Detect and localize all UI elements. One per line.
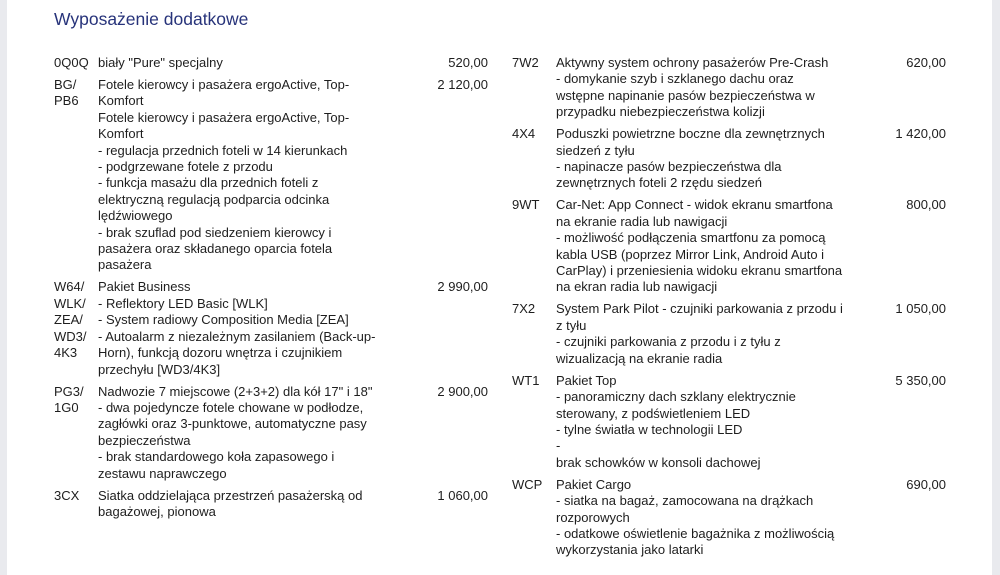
option-description-line: na ekran radia lub nawigacji — [556, 279, 718, 295]
option-code-line: 7X2 — [512, 301, 536, 317]
equipment-item — [54, 77, 488, 274]
option-code-line: BG/ — [54, 77, 77, 92]
option-description-line: - czujniki parkowania z przodu i z tyłu z — [556, 334, 781, 350]
option-description-line: - System radiowy Composition Media [ZEA] — [98, 312, 349, 328]
option-description-line: zestawu naprawczego — [98, 465, 227, 481]
option-code — [512, 197, 556, 295]
option-description-line: - Reflektory LED Basic [WLK] — [98, 295, 268, 311]
option-description-line: Siatka oddzielająca przestrzeń pasażerską od — [98, 487, 363, 503]
option-code — [54, 55, 98, 71]
option-code — [54, 488, 98, 521]
option-code — [512, 55, 556, 121]
option-description-line: - — [556, 438, 561, 454]
option-description — [556, 55, 856, 121]
option-description-line: Poduszki powietrzne boczne dla zewnętrznych — [556, 126, 825, 142]
option-description-line: elektryczną regulacją podparcia odcinka — [98, 191, 330, 207]
option-description-line: - napinacze pasów bezpieczeństwa dla — [556, 159, 782, 175]
option-code — [512, 301, 556, 367]
option-description-line: Car-Net: App Connect - widok ekranu smartfona — [556, 197, 833, 213]
option-description-line: z tyłu — [556, 317, 587, 333]
option-description-line: Horn), funkcją dozoru wnętrza i czujnikiem — [98, 345, 343, 361]
equipment-item — [54, 55, 488, 71]
option-description-line: siedzeń z tyłu — [556, 142, 635, 158]
option-description-line: Pakiet Business — [98, 279, 191, 295]
option-code-line: PB6 — [54, 93, 79, 109]
equipment-item — [512, 373, 946, 471]
option-description-line: lędźwiowego — [98, 208, 173, 224]
option-code-line: W64/ — [54, 279, 85, 295]
option-code-line: 4X4 — [512, 126, 536, 142]
option-description — [98, 488, 398, 521]
equipment-list-right — [512, 55, 946, 564]
option-description-line: Komfort — [98, 126, 144, 142]
option-description-line: rozporowych — [556, 509, 630, 525]
option-description-line: kabla USB (poprzez Mirror Link, Android Auto i — [556, 246, 825, 262]
option-description — [556, 126, 856, 192]
option-code — [512, 373, 556, 471]
option-price: 2 990,00 — [437, 279, 488, 295]
option-description-line: - odatkowe oświetlenie bagażnika z możliwością — [556, 525, 835, 541]
option-code-line: PG3/ — [54, 383, 84, 399]
equipment-list-left — [54, 55, 488, 526]
option-description-line: Komfort — [98, 93, 144, 109]
option-price: 1 050,00 — [895, 301, 946, 317]
option-description — [98, 384, 398, 482]
option-description-line: - domykanie szyb i szklanego dachu oraz — [556, 71, 794, 87]
option-price: 1 060,00 — [437, 487, 488, 503]
option-description-line: CarPlay) i przeniesienia widoku ekranu smartfona — [556, 263, 843, 279]
option-description-line: pasażera — [98, 257, 152, 273]
option-description — [556, 301, 856, 367]
option-code-line: 1G0 — [54, 399, 79, 415]
option-description-line: brak schowków w konsoli dachowej — [556, 454, 761, 470]
equipment-item — [512, 55, 946, 121]
option-description-line: - dwa pojedyncze fotele chowane w podłodze, — [98, 399, 364, 415]
option-description-line: wykorzystania jako latarki — [556, 542, 704, 558]
option-description-line: Aktywny system ochrony pasażerów Pre-Crash — [556, 55, 829, 70]
option-description-line: - brak szuflad pod siedzeniem kierowcy i — [98, 224, 332, 240]
option-description — [556, 477, 856, 559]
option-description-line: biały "Pure" specjalny — [98, 55, 223, 70]
option-description — [98, 55, 398, 71]
page-edge-right — [992, 0, 1000, 575]
equipment-item — [512, 126, 946, 192]
option-description-line: - regulacja przednich foteli w 14 kierunkach — [98, 142, 348, 158]
option-code — [512, 126, 556, 192]
option-code-line: ZEA/ — [54, 312, 83, 328]
option-price: 5 350,00 — [895, 372, 946, 388]
option-code-line: WCP — [512, 476, 543, 492]
option-description-line: - panoramiczny dach szklany elektrycznie — [556, 389, 796, 405]
option-code-line: 9WT — [512, 197, 540, 213]
option-description-line: - tylne światła w technologii LED — [556, 421, 743, 437]
option-code-line: WD3/ — [54, 328, 87, 344]
option-code — [54, 279, 98, 377]
option-description-line: zewnętrznych foteli 2 rzędu siedzeń — [556, 175, 762, 191]
section-title: Wyposażenie dodatkowe — [54, 9, 249, 29]
option-description-line: bagażowej, pionowa — [98, 503, 216, 519]
option-price: 2 900,00 — [437, 383, 488, 399]
equipment-item — [54, 279, 488, 377]
option-description-line: System Park Pilot - czujniki parkowania z przodu i — [556, 301, 843, 317]
option-description-line: przypadku niebezpieczeństwa kolizji — [556, 104, 765, 120]
option-code-line: 3CX — [54, 487, 80, 503]
option-code-line: WT1 — [512, 372, 540, 388]
option-description-line: na ekranie radia lub nawigacji — [556, 213, 728, 229]
option-description-line: bezpieczeństwa — [98, 432, 191, 448]
option-description-line: pasażera oraz składanego oparcia fotela — [98, 241, 333, 257]
option-price: 2 120,00 — [437, 77, 488, 92]
equipment-item — [512, 477, 946, 559]
option-description-line: Nadwozie 7 miejscowe (2+3+2) dla kół 17" i 18" — [98, 383, 373, 399]
option-code-line: 7W2 — [512, 55, 539, 70]
equipment-item — [512, 197, 946, 295]
option-code-line: 0Q0Q — [54, 55, 89, 70]
option-description-line: - funkcja masażu dla przednich foteli z — [98, 175, 319, 191]
option-description-line: Pakiet Cargo — [556, 476, 632, 492]
option-description-line: - podgrzewane fotele z przodu — [98, 159, 273, 175]
option-description-line: sterowany, z podświetleniem LED — [556, 405, 751, 421]
option-description-line: Fotele kierowcy i pasażera ergoActive, Top- — [98, 109, 350, 125]
option-description — [98, 77, 398, 274]
option-description-line: Pakiet Top — [556, 372, 617, 388]
option-price: 800,00 — [906, 197, 946, 213]
option-code — [54, 384, 98, 482]
option-description-line: przechyłu [WD3/4K3] — [98, 361, 221, 377]
option-description-line: - Autoalarm z niezależnym zasilaniem (Back-up- — [98, 328, 376, 344]
option-code-line: 4K3 — [54, 345, 78, 361]
equipment-item — [54, 488, 488, 521]
option-description-line: - możliwość podłączenia smartfonu za pomocą — [556, 230, 826, 246]
option-price: 620,00 — [906, 55, 946, 70]
option-description-line: - siatka na bagaż, zamocowana na drążkach — [556, 493, 814, 509]
option-price: 1 420,00 — [895, 126, 946, 142]
option-code — [512, 477, 556, 559]
option-description-line: - brak standardowego koła zapasowego i — [98, 449, 335, 465]
equipment-item — [54, 384, 488, 482]
equipment-item — [512, 301, 946, 367]
option-code — [54, 77, 98, 274]
option-description — [98, 279, 398, 377]
option-code-line: WLK/ — [54, 295, 86, 311]
option-description-line: Fotele kierowcy i pasażera ergoActive, Top- — [98, 77, 350, 92]
page-edge-left — [0, 0, 7, 575]
option-description — [556, 197, 856, 295]
option-description-line: wizualizacją na ekranie radia — [556, 350, 723, 366]
option-description — [556, 373, 856, 471]
option-description-line: wstępne napinanie pasów bezpieczeństwa w — [556, 87, 815, 103]
option-price: 690,00 — [906, 476, 946, 492]
option-price: 520,00 — [448, 55, 488, 70]
option-description-line: zagłówki oraz 3-punktowe, automatyczne pasy — [98, 416, 367, 432]
